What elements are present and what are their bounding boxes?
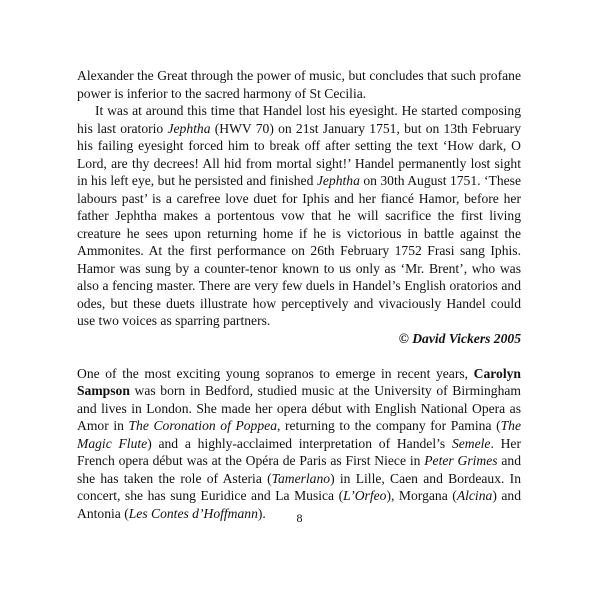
work-title: Semele [451,435,491,451]
paragraph-text: . Her French opera début was at the Opéra de Paris as First Niece in [77,435,521,468]
work-title: Jephtha [316,173,360,188]
work-title: L’Orfeo [343,488,387,503]
paragraph-text: ) and a highly-acclaimed interpretation of Handel’s [147,435,452,451]
paragraph-handel-alexander [77,67,521,102]
paragraph-text: was born in Bedford, studied music at the University of Birmingham and lives in London. She made her opera début with English National Opera as Amor in [77,383,521,433]
work-title: Les Contes d’Hoffmann [128,505,258,521]
paragraph-text: Alexander the Great through the power of music, but concludes that such profane power is inferior to the sacred harmony of St Cecilia. [77,68,521,101]
work-title: The Coronation of Poppea [128,418,277,433]
paragraph-text: (HWV 70) on 21st January 1751, but on 13th February his failing eyesight forced him to break off after setting the text ‘How dark, O Lord, are thy decrees! All hid from mortal sight!’ Handel permanently lost sight in his left eye, but he persisted and finished [77,120,522,188]
artist-name: Carolyn Sampson [77,365,521,398]
paragraph-text: One of the most exciting young sopranos to emerge in recent years, [77,365,474,381]
paragraph-text: ) in Lille, Caen and Bordeaux. In concert, she has sung Euridice and La Musica ( [77,470,521,503]
paragraph-text: ), Morgana ( [386,488,457,503]
paragraph-text: ). [257,505,266,521]
author-credit: © David Vickers 2005 [398,330,521,346]
paragraph-text: and she has taken the role of Asteria ( [77,453,521,486]
page-body [77,67,521,522]
work-title: The Magic Flute [77,418,521,451]
work-title: Tamerlano [271,470,331,486]
paragraph-text: on 30th August 1751. ‘These labours past’ is a carefree love duet for Iphis and her fiancé Hamor, before her father Jephtha makes a portentous vow that he will sacrifice the first living creature he sees upon returning home if he is victorious in battle against the Ammonites. At the first performance on 26th February 1752 Frasi sang Iphis. Hamor was sung by a counter-tenor known to us only as ‘Mr. Brent’, who was also a fencing master. There are very few duels in Handel’s English oratorios and odes, but these duets illustrate how perceptively and vivaciously Handel could use two voices as sparring partners. [77,173,521,328]
work-title: Alcina [456,488,493,503]
section-spacer [77,347,521,365]
work-title: Peter Grimes [424,453,498,468]
paragraph-biography [77,365,521,523]
paragraph-text: ) and Antonia ( [77,488,522,521]
page-number: 8 [296,511,303,525]
work-title: Jephtha [167,120,211,136]
paragraph-text: It was at around this time that Handel lost his eyesight. He started composing his last oratorio [77,103,521,136]
paragraph-text: , returning to the company for Pamina ( [277,418,501,433]
paragraph-handel-eyesight [77,102,521,330]
